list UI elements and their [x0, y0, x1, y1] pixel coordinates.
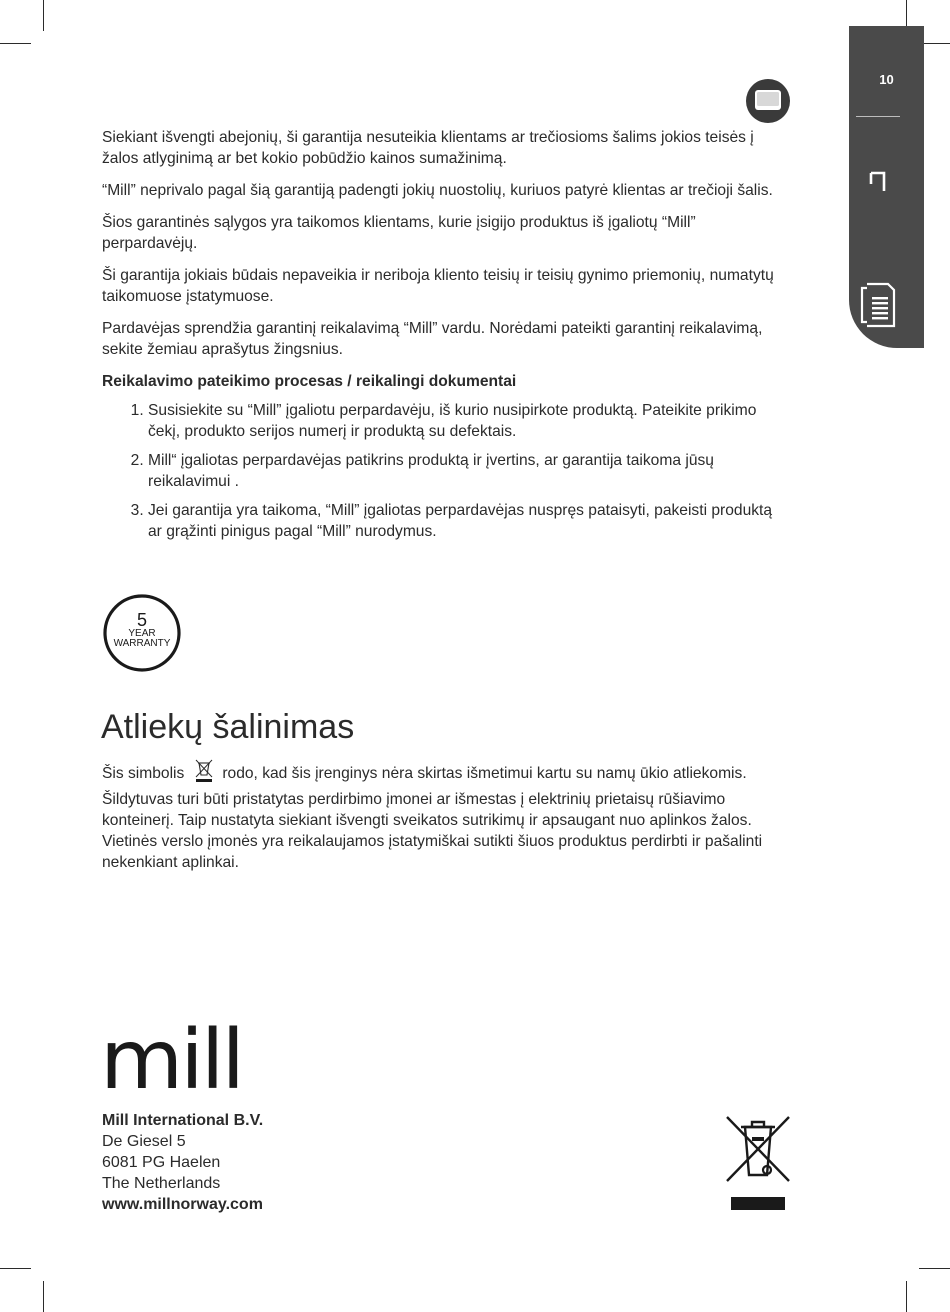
disposal-title: Atliekų šalinimas	[101, 708, 355, 746]
crop-mark	[919, 1268, 950, 1269]
crop-mark	[43, 1281, 44, 1312]
company-name: Mill International B.V.	[102, 1112, 264, 1129]
side-tab	[849, 26, 924, 348]
disposal-text-start: Šis simbolis	[102, 765, 185, 783]
document-list-icon	[859, 282, 897, 333]
crop-mark	[0, 43, 31, 44]
crop-mark	[43, 0, 44, 31]
address-country: The Netherlands	[102, 1175, 221, 1192]
warranty-terms	[102, 127, 790, 550]
paragraph: Pardavėjas sprendžia garantinį reikalavimą “Mill” vardu. Norėdami pateikti garantinį reikalavimą, sekite žemiau aprašytus žingsnius.	[102, 320, 763, 358]
warranty-line1: YEAR	[128, 628, 156, 639]
page-number: 10	[879, 72, 894, 87]
weee-bar	[731, 1197, 785, 1210]
list-item: 3. Jei garantija yra taikoma, “Mill” įgaliotas perpardavėjas nuspręs pataisyti, pakeisti produktą ar grąžinti pinigus pagal “Mill” nurodymus.	[148, 500, 790, 542]
claim-steps	[102, 400, 790, 542]
website-link[interactable]: www.millnorway.com	[102, 1196, 263, 1213]
paragraph: Šios garantinės sąlygos yra taikomos klientams, kurie įsigijo produktus iš įgaliotų “Mill” perpardavėjų.	[102, 214, 696, 252]
address-city: 6081 PG Haelen	[102, 1154, 221, 1171]
paragraph: “Mill” neprivalo pagal šią garantiją padengti jokių nuostolių, kuriuos patyrė klientas ar trečioji šalis.	[102, 182, 773, 199]
crop-mark	[0, 1268, 31, 1269]
list-item: 1. Susisiekite su “Mill” įgaliotu perpardavėju, iš kurio nusipirkote produktą. Pateikite prikimo čekį, produkto serijos numerį ir produktą su defektais.	[148, 400, 790, 442]
disposal-text-rest: rodo, kad šis įrenginys nėra skirtas išmetimui kartu su namų ūkio atliekomis. Šildytuvas turi būti pristatytas perdirbimo įmonei ar išmestas į elektrinių prietaisų rūšiavimo konteinerį. Taip nustatyta siekiant išvengti sveikatos sutrikimų ir apsaugant nuo aplinkos žalos. Vietinės verslo įmonės yra reikalaujamos įstatymiškai sutikti šiuos produktus perdirbti ir pašalinti nekenkiant aplinkai.	[102, 765, 763, 871]
heater-badge-icon	[746, 79, 790, 128]
weee-bin-icon	[725, 1115, 791, 1190]
paragraph: Siekiant išvengti abejonių, ši garantija nesuteikia klientams ar trečiosioms šalims jokios teisės į žalos atlyginimą ar bet kokio pobūdžio kainos sumažinimą.	[102, 129, 754, 167]
logo-text: mill	[100, 1024, 242, 1094]
warranty-line2: WARRANTY	[113, 638, 171, 649]
address-street: De Giesel 5	[102, 1133, 186, 1150]
company-address	[102, 1110, 263, 1215]
warranty-years: 5	[136, 610, 148, 630]
weee-bin-icon	[194, 759, 214, 789]
paragraph: Ši garantija jokiais būdais nepaveikia ir neriboja kliento teisių ir teisių gynimo priemonių, numatytų taikomuose įstatymuose.	[102, 267, 774, 305]
language-code	[868, 170, 888, 199]
claim-heading: Reikalavimo pateikimo procesas / reikalingi dokumentai	[102, 373, 517, 390]
tab-divider	[856, 116, 900, 117]
list-item: 2. Mill“ įgaliotas perpardavėjas patikrins produktą ir įvertins, ar garantija taikoma jūsų reikalavimui .	[148, 450, 790, 492]
crop-mark	[906, 1281, 907, 1312]
disposal-text	[102, 759, 790, 873]
warranty-badge	[102, 593, 182, 678]
mill-logo	[100, 1024, 244, 1099]
